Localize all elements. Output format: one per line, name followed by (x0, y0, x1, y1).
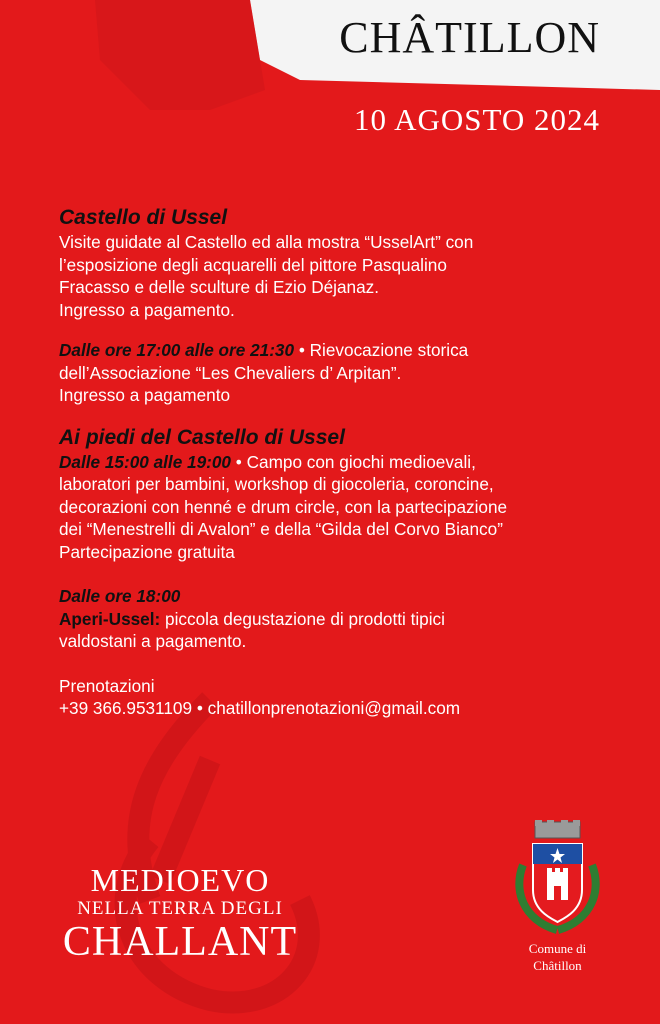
foot-time: Dalle 15:00 alle 19:00 (59, 451, 231, 472)
castle-desc-line: Ingresso a pagamento. (59, 299, 235, 320)
castle-desc-line: Visite guidate al Castello ed alla mostra “UsselArt” con (59, 232, 474, 252)
castle-desc-line: l’esposizione degli acquarelli del pittore Pasqualino (59, 254, 447, 275)
logo-line-3: CHALLANT (62, 919, 298, 965)
logo-line-2: NELLA TERRA DEGLI (77, 898, 283, 919)
email-link[interactable]: chatillonprenotazioni@gmail.com (207, 698, 461, 718)
crest-caption (505, 940, 610, 974)
crest-caption-line-1: Comune di (528, 941, 587, 956)
castle-desc-line: Fracasso e delle sculture di Ezio Déjanaz. (59, 277, 380, 297)
castle-event-line: dell’Associazione “Les Chevaliers d’ Arpitan”. (59, 362, 402, 383)
foot-line: decorazioni con henné e drum circle, con la partecipazione (59, 496, 508, 517)
spacer (59, 563, 619, 585)
aperi-label: Aperi-Ussel: (59, 608, 161, 629)
foot-line (59, 451, 619, 474)
section-title-foot: Ai piedi del Castello di Ussel (59, 425, 345, 449)
program-content (59, 205, 619, 720)
castle-event-line: Ingresso a pagamento (59, 385, 231, 405)
aperi-text: piccola degustazione di prodotti tipici (165, 608, 445, 629)
spacer (59, 407, 619, 425)
foot-line: Partecipazione gratuita (59, 541, 235, 562)
foot-line: laboratori per bambini, workshop di giocoleria, coroncine, (59, 474, 494, 494)
bullet-separator: • (235, 451, 242, 472)
aperi-line (59, 608, 619, 631)
castle-event-line (59, 339, 619, 362)
contact-separator: • (196, 698, 203, 718)
phone-number[interactable]: +39 366.9531109 (59, 698, 193, 718)
contacts-line (59, 697, 619, 720)
spacer (59, 321, 619, 339)
town-title: CHÂTILLON (339, 13, 600, 62)
aperi-time: Dalle ore 18:00 (59, 586, 181, 606)
castle-event-time: Dalle ore 17:00 alle ore 21:30 (59, 340, 295, 360)
section-title-castle: Castello di Ussel (59, 206, 228, 229)
crest-caption-line-2: Châtillon (533, 958, 582, 973)
spacer (59, 653, 619, 675)
contacts-label: Prenotazioni (59, 675, 155, 696)
logo-line-1: MEDIOEVO (90, 862, 270, 898)
castle-event-text: Rievocazione storica (309, 340, 469, 360)
municipal-crest-icon (505, 820, 610, 935)
aperi-line: valdostani a pagamento. (59, 631, 247, 651)
bullet-separator: • (298, 340, 305, 360)
event-date: 10 AGOSTO 2024 (354, 102, 600, 137)
foot-line: dei “Menestrelli di Avalon” e della “Gilda del Corvo Bianco” (59, 519, 503, 539)
foot-text: Campo con giochi medioevali, (246, 451, 476, 472)
event-logo (45, 860, 315, 966)
